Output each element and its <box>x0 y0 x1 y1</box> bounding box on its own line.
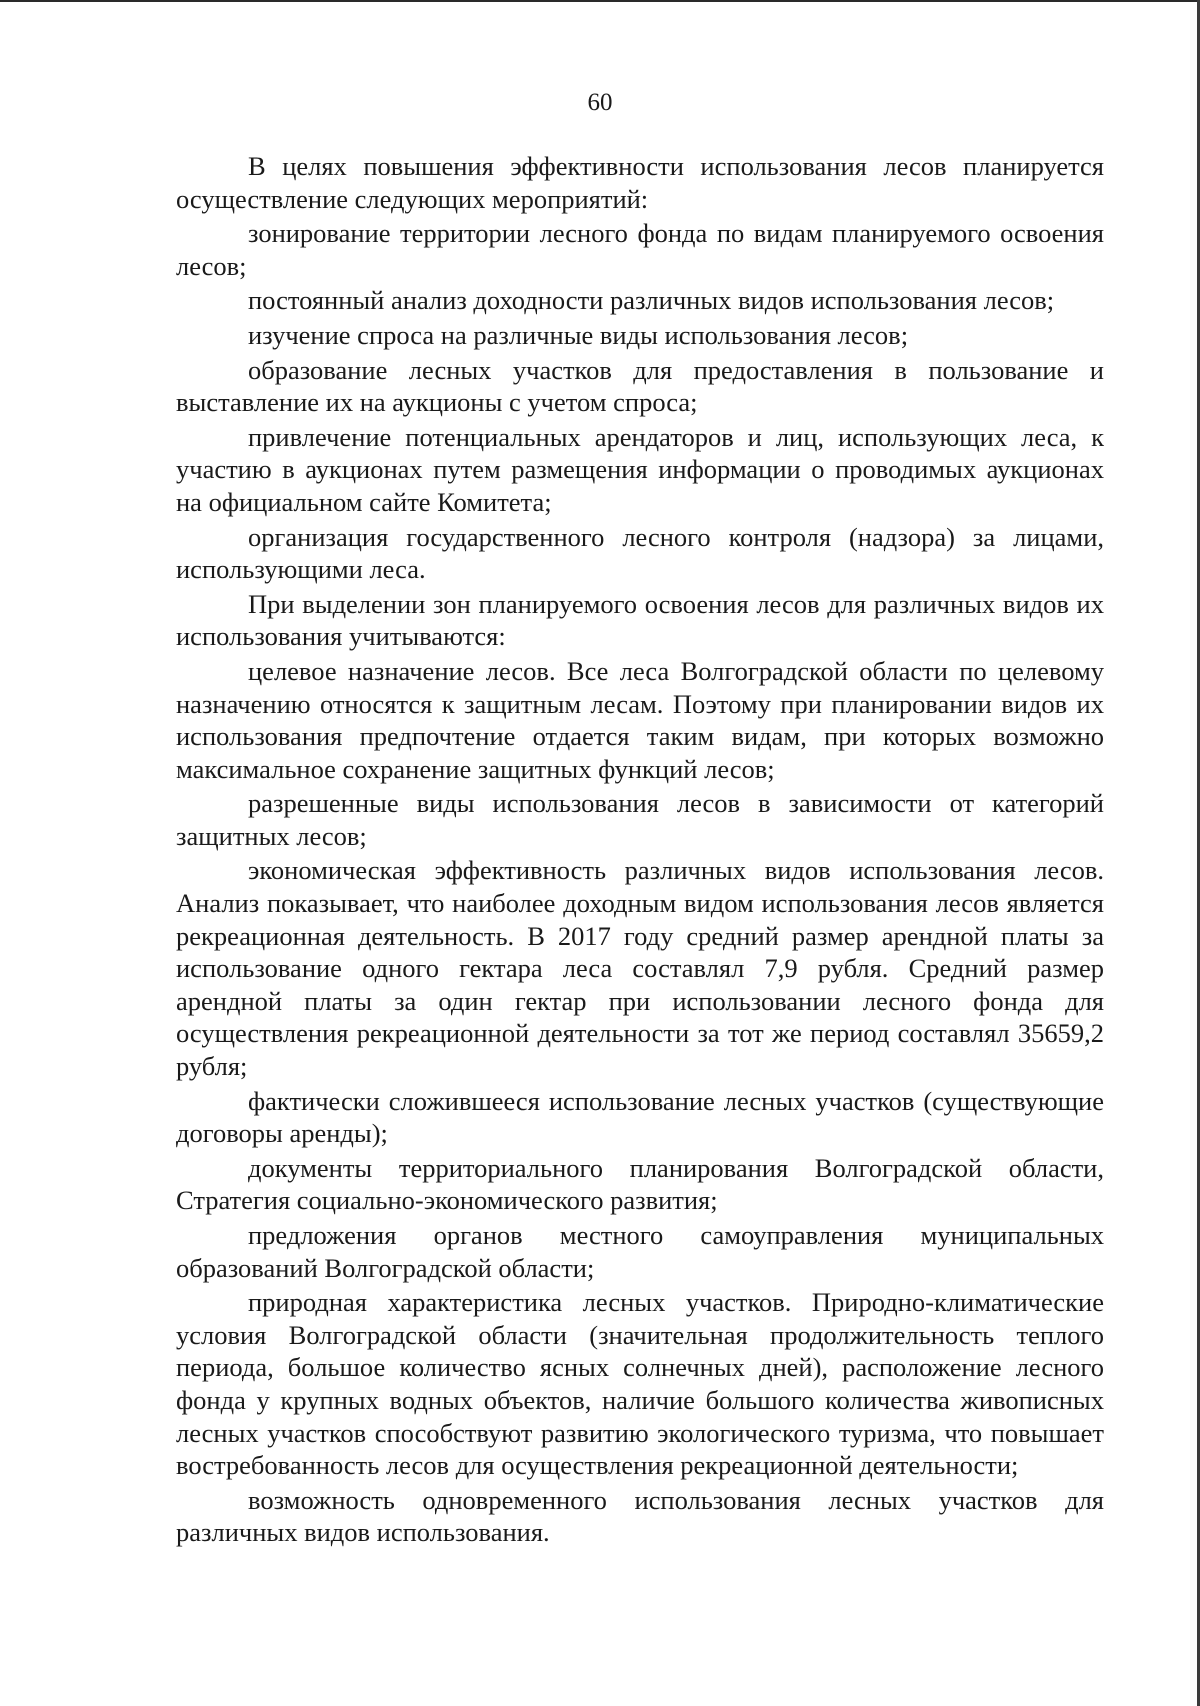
paragraph-measure-tenants: привлечение потенциальных арендаторов и лиц, использующих леса, к участию в аукционах путем размещения информации о проводимых аукционах на официальном сайте Комитета; <box>176 421 1104 517</box>
paragraph-measure-control: организация государственного лесного контроля (надзора) за лицами, использующими леса. <box>176 521 1104 585</box>
paragraph-simultaneous-use: возможность одновременного использования лесных участков для различных видов использования. <box>176 1484 1104 1548</box>
paragraph-target-purpose: целевое назначение лесов. Все леса Волгоградской области по целевому назначению относятся к защитным лесам. Поэтому при планировании видов их использования предпочтение отдается таким видам, при которых возможно максимальное сохранение защитных функций лесов; <box>176 655 1104 784</box>
paragraph-economic-efficiency: экономическая эффективность различных видов использования лесов. Анализ показывает, что наиболее доходным видом использования лесов является рекреационная деятельность. В 2017 году средний размер арендной платы за использование одного гектара леса составлял 7,9 рубля. Средний размер арендной платы за один гектар при использовании лесного фонда для осуществления рекреационной деятельности за тот же период составлял 35659,2 рубля; <box>176 855 1104 1082</box>
paragraph-zones-intro: При выделении зон планируемого освоения лесов для различных видов их использования учитываются: <box>176 588 1104 652</box>
paragraph-planning-documents: документы территориального планирования Волгоградской области, Стратегия социально-экономического развития; <box>176 1152 1104 1216</box>
page-number: 60 <box>587 89 613 116</box>
paragraph-natural-characteristics: природная характеристика лесных участков. Природно-климатические условия Волгоградской области (значительная продолжительность теплого периода, большое количество ясных солнечных дней), расположение лесного фонда у крупных водных объектов, наличие большого количества живописных лесных участков способствуют развитию экологического туризма, что повышает востребованность лесов для осуществления рекреационной деятельности; <box>176 1287 1104 1481</box>
paragraph-intro: В целях повышения эффективности использования лесов планируется осуществление следующих мероприятий: <box>176 151 1104 214</box>
paragraph-permitted-uses: разрешенные виды использования лесов в зависимости от категорий защитных лесов; <box>176 788 1104 851</box>
paragraph-local-proposals: предложения органов местного самоуправления муниципальных образований Волгоградской области; <box>176 1220 1104 1283</box>
paragraph-measure-demand: изучение спроса на различные виды использования лесов; <box>248 319 909 350</box>
paragraph-actual-use: фактически сложившееся использование лесных участков (существующие договоры аренды); <box>176 1085 1104 1149</box>
scan-edge-top <box>0 0 1200 2</box>
document-body <box>176 150 1104 1551</box>
paragraph-measure-plots: образование лесных участков для предоставления в пользование и выставление их на аукционы с учетом спроса; <box>176 354 1104 418</box>
paragraph-measure-zoning: зонирование территории лесного фонда по видам планируемого освоения лесов; <box>176 218 1104 281</box>
paragraph-measure-analysis: постоянный анализ доходности различных видов использования лесов; <box>248 285 1055 316</box>
